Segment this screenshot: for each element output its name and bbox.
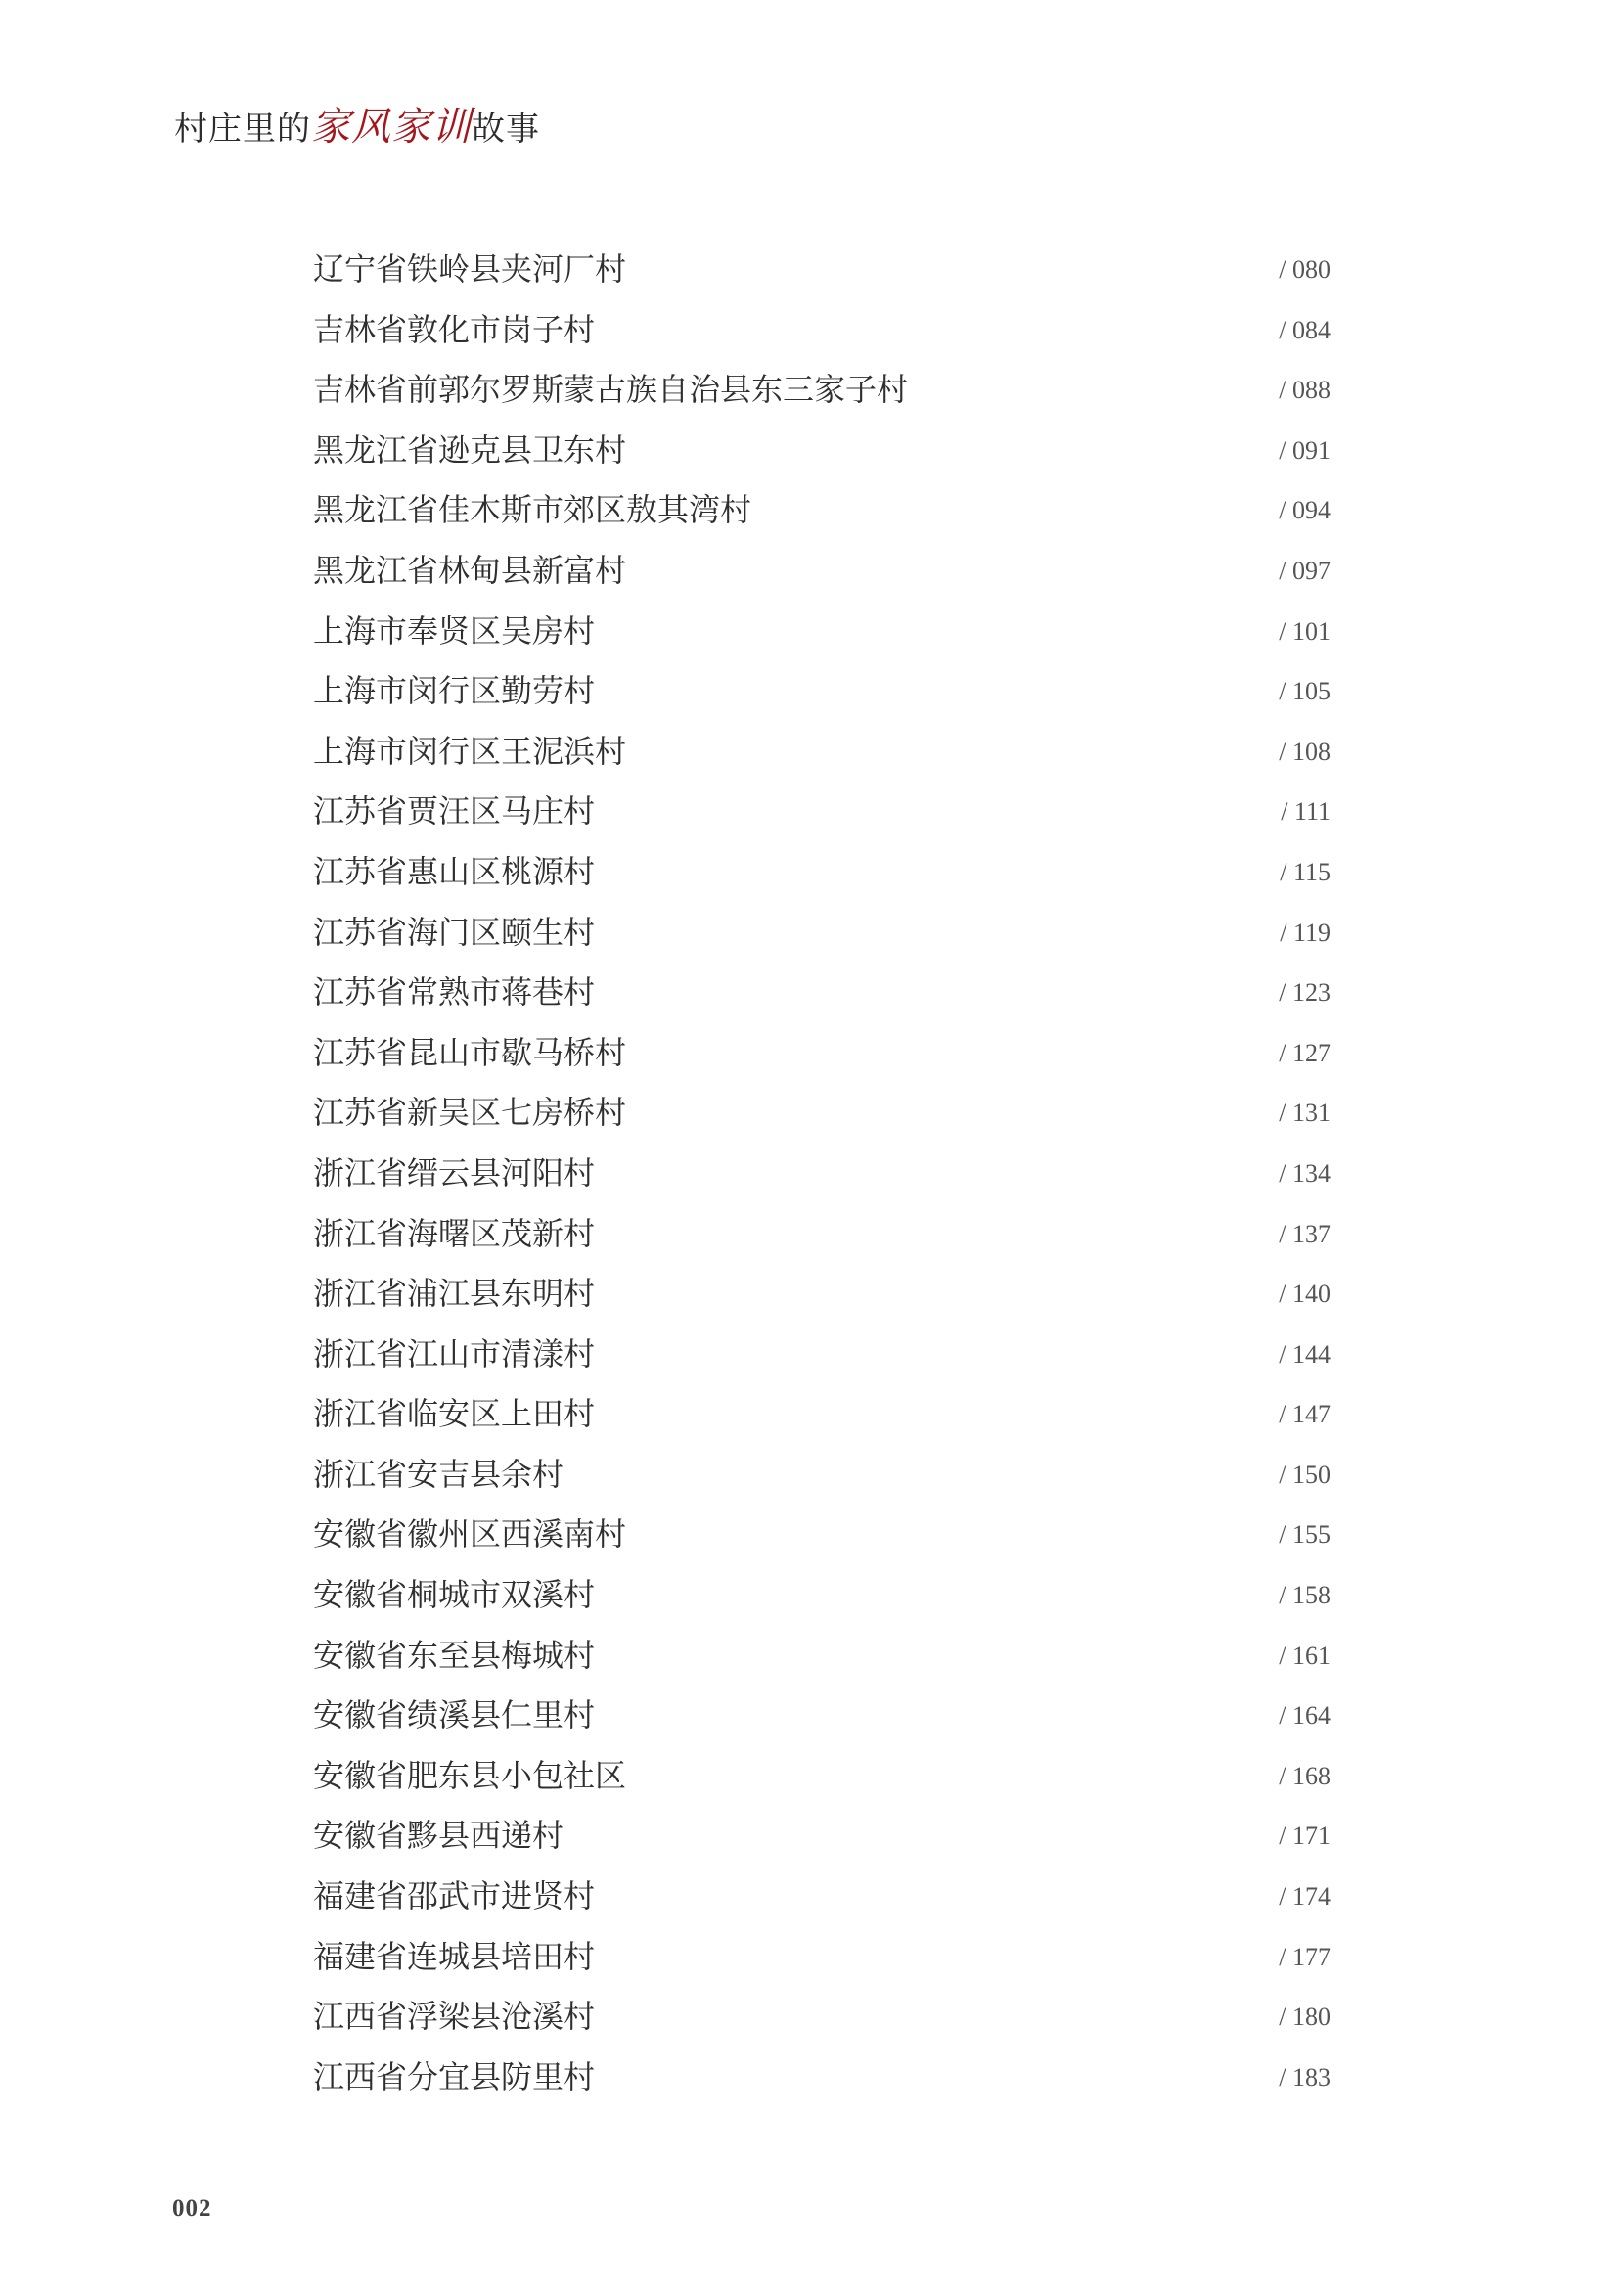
toc-entry-title: 江苏省昆山市歇马桥村 [313,1033,627,1071]
toc-entry-page: / 105 [1279,677,1331,706]
toc-entry-title: 江西省浮梁县沧溪村 [313,1998,596,2036]
toc-entry[interactable] [313,1506,1331,1566]
toc-entry[interactable] [313,1024,1331,1085]
toc-entry-title: 黑龙江省佳木斯市郊区敖其湾村 [313,491,752,529]
toc-entry-title: 安徽省肥东县小包社区 [313,1756,627,1794]
toc-entry-page: / 137 [1279,1219,1331,1248]
toc-entry[interactable] [313,241,1331,301]
toc-entry[interactable] [313,1687,1331,1747]
toc-entry-title: 江西省分宜县防里村 [313,2057,596,2095]
toc-entry[interactable] [313,1326,1331,1386]
toc-entry-page: / 094 [1279,496,1331,525]
toc-entry-title: 江苏省贾汪区马庄村 [313,792,596,831]
toc-entry[interactable] [313,422,1331,482]
table-of-contents [313,241,1331,2108]
toc-entry-title: 辽宁省铁岭县夹河厂村 [313,250,627,288]
toc-entry-title: 安徽省桐城市双溪村 [313,1576,596,1614]
toc-entry[interactable] [313,1807,1331,1868]
toc-entry[interactable] [313,964,1331,1024]
toc-entry[interactable] [313,843,1331,904]
toc-entry-page: / 155 [1279,1520,1331,1550]
toc-entry-page: / 123 [1279,978,1331,1008]
toc-entry[interactable] [313,1385,1331,1446]
toc-entry[interactable] [313,1627,1331,1688]
toc-entry-page: / 183 [1279,2062,1331,2092]
toc-entry[interactable] [313,1265,1331,1326]
running-header [174,104,540,153]
toc-entry-page: / 119 [1280,918,1331,947]
toc-entry[interactable] [313,783,1331,843]
toc-entry-page: / 174 [1279,1882,1331,1912]
toc-entry-title: 浙江省浦江县东明村 [313,1275,596,1313]
toc-entry-page: / 161 [1279,1641,1331,1670]
toc-entry[interactable] [313,603,1331,663]
toc-entry[interactable] [313,1988,1331,2048]
toc-entry[interactable] [313,1747,1331,1808]
toc-entry-title: 浙江省安吉县余村 [313,1455,564,1493]
toc-entry-title: 安徽省徽州区西溪南村 [313,1515,627,1553]
toc-entry-page: / 101 [1279,616,1331,646]
toc-entry-title: 江苏省新吴区七房桥村 [313,1094,627,1132]
toc-entry-page: / 127 [1279,1038,1331,1067]
toc-entry-title: 浙江省海曙区茂新村 [313,1214,596,1252]
toc-entry-page: / 177 [1279,1942,1331,1971]
toc-entry[interactable] [313,301,1331,362]
toc-entry-page: / 168 [1279,1761,1331,1790]
toc-entry-page: / 115 [1280,857,1331,886]
toc-entry-title: 黑龙江省逊克县卫东村 [313,430,627,469]
toc-entry-title: 福建省邵武市进贤村 [313,1877,596,1915]
toc-entry-title: 吉林省敦化市岗子村 [313,310,596,348]
header-suffix: 故事 [472,110,540,149]
toc-entry-title: 安徽省黟县西递村 [313,1817,564,1855]
toc-entry-page: / 158 [1279,1581,1331,1610]
toc-entry[interactable] [313,361,1331,422]
toc-entry-page: / 084 [1279,315,1331,344]
toc-entry-title: 上海市闵行区王泥浜村 [313,732,627,770]
toc-entry[interactable] [313,1145,1331,1205]
toc-entry-title: 安徽省绩溪县仁里村 [313,1696,596,1734]
toc-entry-title: 江苏省常熟市蒋巷村 [313,973,596,1012]
toc-entry-page: / 180 [1279,2002,1331,2032]
toc-entry-title: 上海市闵行区勤劳村 [313,672,596,710]
header-prefix: 村庄里的 [174,110,311,149]
toc-entry[interactable] [313,904,1331,965]
header-accent: 家风家训 [311,105,472,150]
toc-entry[interactable] [313,481,1331,542]
toc-entry-page: / 150 [1279,1460,1331,1489]
toc-entry-page: / 134 [1279,1158,1331,1188]
toc-entry-page: / 111 [1281,797,1331,827]
toc-entry[interactable] [313,1868,1331,1928]
toc-entry-title: 江苏省惠山区桃源村 [313,852,596,890]
toc-entry-page: / 171 [1279,1822,1331,1851]
toc-entry-title: 上海市奉贤区吴房村 [313,611,596,650]
toc-entry-page: / 140 [1279,1280,1331,1309]
toc-entry[interactable] [313,1928,1331,1989]
toc-entry-page: / 091 [1279,435,1331,465]
toc-entry[interactable] [313,662,1331,723]
toc-entry-title: 浙江省缙云县河阳村 [313,1153,596,1192]
toc-entry[interactable] [313,723,1331,784]
toc-entry[interactable] [313,1205,1331,1266]
toc-entry-page: / 164 [1279,1701,1331,1731]
toc-entry[interactable] [313,2048,1331,2109]
toc-entry-page: / 108 [1279,737,1331,766]
toc-entry-title: 浙江省江山市清漾村 [313,1334,596,1372]
toc-entry-title: 黑龙江省林甸县新富村 [313,551,627,589]
toc-entry-title: 吉林省前郭尔罗斯蒙古族自治县东三家子村 [313,371,909,409]
toc-entry-title: 江苏省海门区颐生村 [313,913,596,951]
toc-entry[interactable] [313,1446,1331,1507]
toc-entry-page: / 147 [1279,1400,1331,1429]
toc-entry-title: 福建省连城县培田村 [313,1937,596,1975]
toc-entry-title: 浙江省临安区上田村 [313,1395,596,1433]
toc-entry-title: 安徽省东至县梅城村 [313,1636,596,1674]
toc-entry-page: / 144 [1279,1339,1331,1369]
toc-entry-page: / 097 [1279,556,1331,585]
toc-entry-page: / 131 [1279,1099,1331,1128]
toc-entry[interactable] [313,1084,1331,1145]
toc-entry-page: / 080 [1279,255,1331,284]
toc-entry-page: / 088 [1279,376,1331,405]
toc-entry[interactable] [313,1566,1331,1627]
toc-entry[interactable] [313,542,1331,603]
page-number: 002 [172,2195,212,2222]
